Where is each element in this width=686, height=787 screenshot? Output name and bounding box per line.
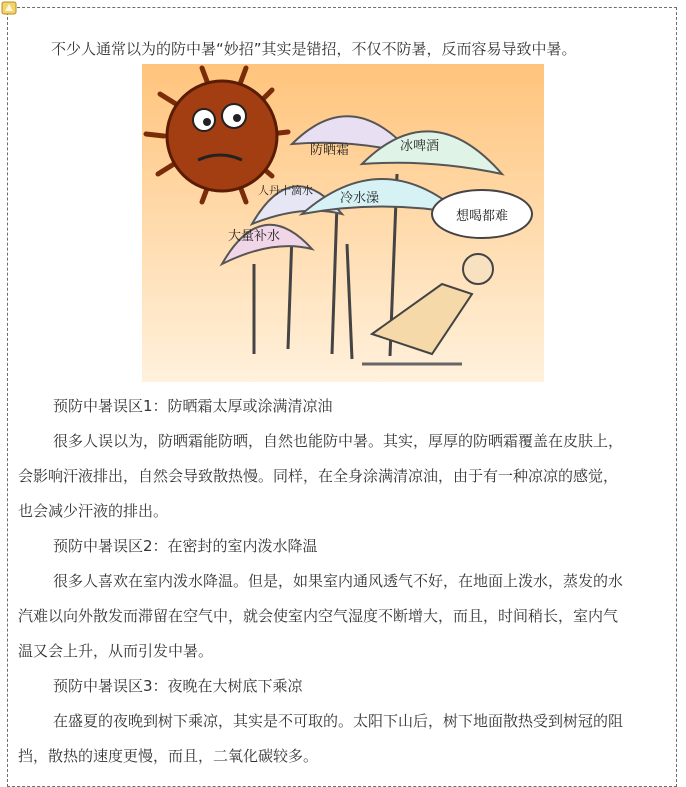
section-2-line-2: 汽难以向外散发而滞留在空气中，就会使室内空气湿度不断增大，而且，时间稍长，室内气 xyxy=(18,607,619,625)
section-2-line-1: 很多人喜欢在室内泼水降温。但是，如果室内通风透气不好，在地面上泼水，蒸发的水 xyxy=(53,572,624,590)
thought-bubble-text: 想喝都难 xyxy=(455,209,509,224)
decorative-badge-icon xyxy=(1,1,17,15)
umbrella-label-sunscreen: 防晒霜 xyxy=(310,143,350,158)
section-3-line-2: 挡，散热的速度更慢，而且，二氧化碳较多。 xyxy=(18,747,319,765)
umbrella-label-water: 大量补水 xyxy=(228,229,281,244)
section-1-line-3: 也会减少汗液的排出。 xyxy=(18,502,169,520)
section-3-heading: 预防中暑误区3：夜晚在大树底下乘凉 xyxy=(53,677,303,695)
section-3-line-1: 在盛夏的夜晚到树下乘凉，其实是不可取的。太阳下山后，树下地面散热受到树冠的阻 xyxy=(53,712,624,730)
section-2-line-3: 温又会上升，从而引发中暑。 xyxy=(18,642,214,660)
umbrella-label-cold-shower: 冷水澡 xyxy=(340,191,380,206)
heatstroke-cartoon-illustration xyxy=(142,64,544,382)
section-1-heading: 预防中暑误区1：防晒霜太厚或涂满清凉油 xyxy=(53,397,333,415)
intro-paragraph: 不少人通常以为的防中暑“妙招”其实是错招，不仅不防暑，反而容易导致中暑。 xyxy=(51,40,577,58)
section-1-line-2: 会影响汗液排出，自然会导致散热慢。同样，在全身涂满清凉油，由于有一种凉凉的感觉， xyxy=(18,467,619,485)
section-2-heading: 预防中暑误区2：在密封的室内泼水降温 xyxy=(53,537,318,555)
section-1-line-1: 很多人误以为，防晒霜能防晒，自然也能防中暑。其实，厚厚的防晒霜覆盖在皮肤上， xyxy=(53,432,624,450)
umbrella-label-beer: 冰啤酒 xyxy=(400,139,440,154)
umbrella-label-pills: 人丹十滴水 xyxy=(258,184,313,197)
thought-bubble xyxy=(432,190,532,238)
